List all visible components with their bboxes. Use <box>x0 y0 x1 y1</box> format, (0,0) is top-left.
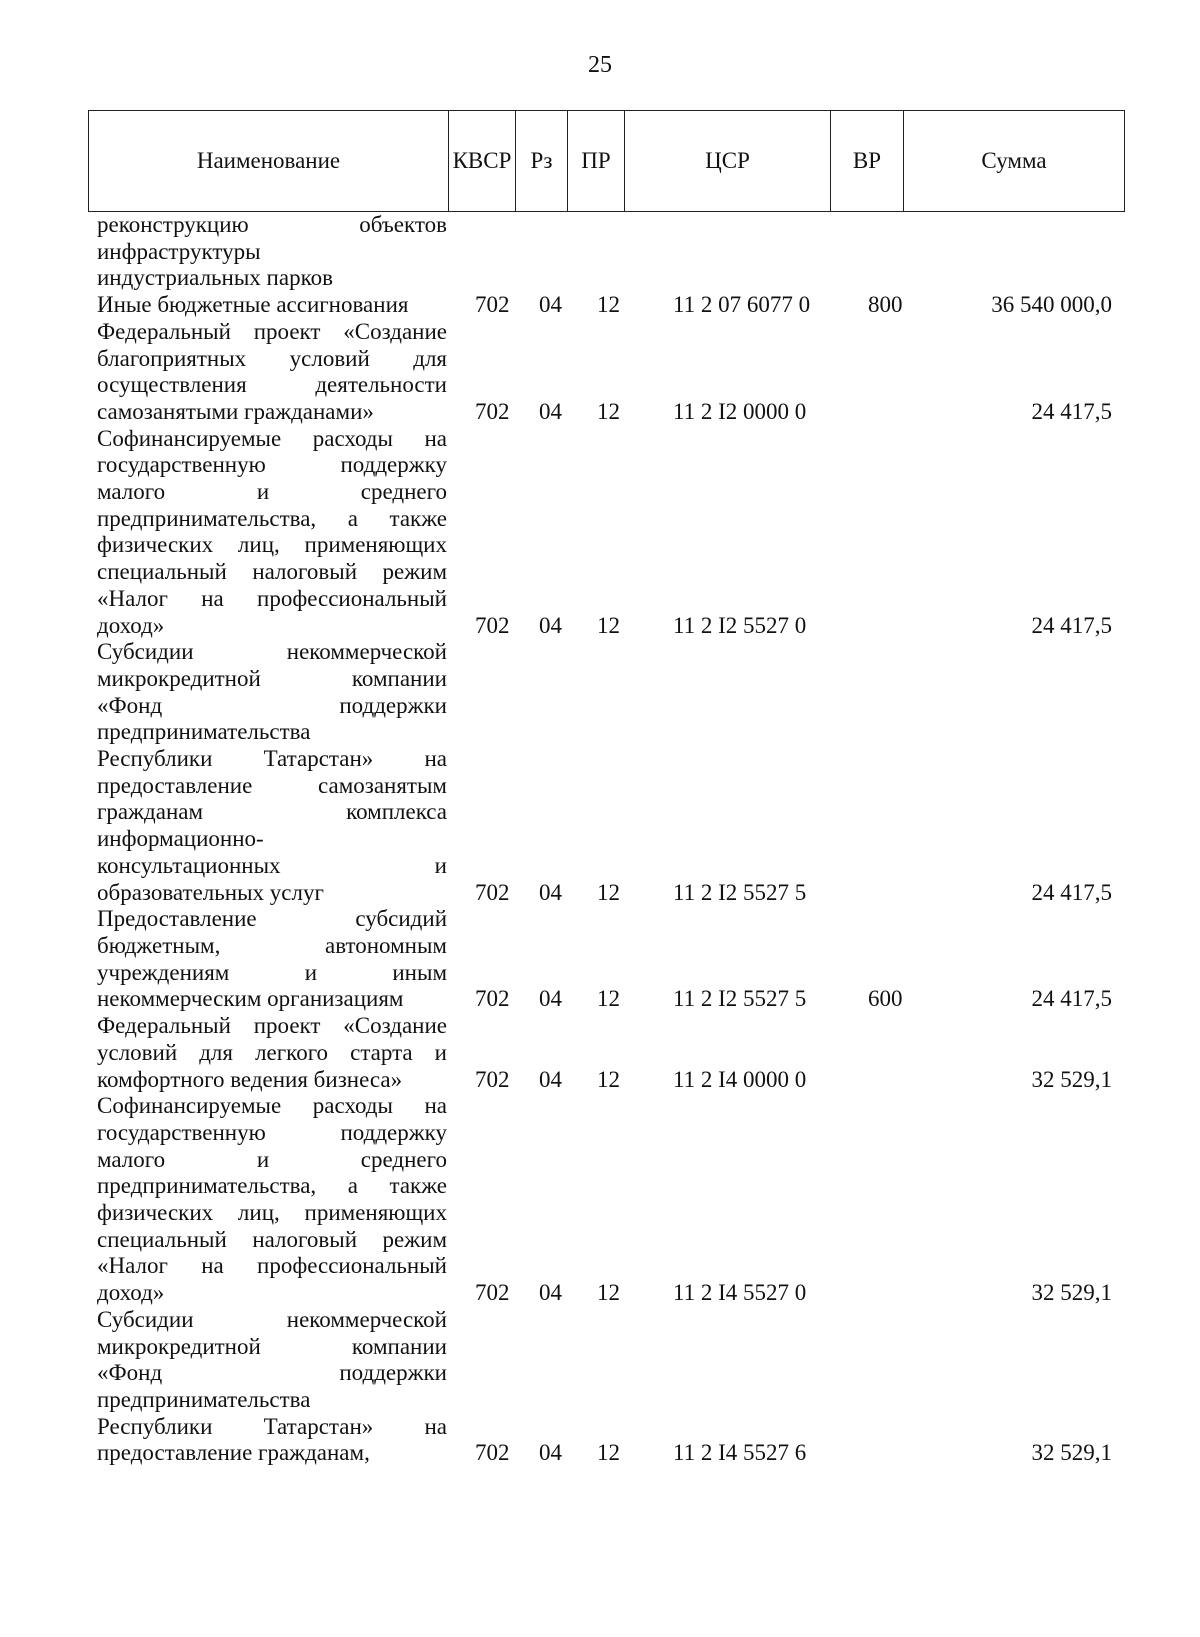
row-name-line: предоставление гражданам, <box>97 1440 370 1466</box>
row-name-line: инфраструктуры <box>97 238 261 264</box>
row-name-line: бюджетным, автономным <box>97 932 447 958</box>
row-sum: 36 540 000,0 <box>991 292 1112 318</box>
row-rz: 04 <box>539 1440 562 1466</box>
row-name-line: «Налог на профессиональный <box>97 585 447 611</box>
row-name-line: Республики Татарстан» на <box>97 1413 447 1439</box>
row-rz: 04 <box>539 292 562 318</box>
row-name-line: «Налог на профессиональный <box>97 1253 447 1279</box>
header-rz: Рз <box>516 111 568 212</box>
page-number: 25 <box>588 52 612 78</box>
table-header <box>88 110 1125 212</box>
row-pr: 12 <box>597 612 620 638</box>
row-pr: 12 <box>597 1066 620 1092</box>
row-name-line: малого и среднего <box>97 479 447 505</box>
row-name-line: Федеральный проект «Создание <box>97 1013 447 1039</box>
row-name-line: Софинансируемые расходы на <box>97 425 447 451</box>
row-name-line: некоммерческим организациям <box>97 986 404 1012</box>
row-name-line: индустриальных парков <box>97 265 333 291</box>
row-name <box>97 1307 447 1467</box>
row-kvsr: 702 <box>475 1066 510 1092</box>
row-name-line: «Фонд поддержки <box>97 1360 447 1386</box>
row-kvsr: 702 <box>475 612 510 638</box>
row-name-line: доход» <box>97 1280 165 1306</box>
table-row <box>0 1307 1200 1467</box>
row-name-line: физических лиц, применяющих <box>97 1200 447 1226</box>
row-rz: 04 <box>539 1280 562 1306</box>
header-sum: Сумма <box>904 111 1125 212</box>
table-row <box>0 319 1200 426</box>
row-sum: 32 529,1 <box>1031 1280 1112 1306</box>
row-name-line: государственную поддержку <box>97 1119 447 1145</box>
row-name-line: предпринимательства <box>97 1386 311 1412</box>
row-name-line: гражданам комплекса <box>97 799 447 825</box>
row-name-line: консультационных и <box>97 852 447 878</box>
header-vr: ВР <box>831 111 904 212</box>
row-csr: 11 2 I4 0000 0 <box>673 1066 807 1092</box>
row-sum: 32 529,1 <box>1031 1066 1112 1092</box>
row-name-line: информационно- <box>97 826 264 852</box>
row-kvsr: 702 <box>475 879 510 905</box>
row-pr: 12 <box>597 1280 620 1306</box>
row-name <box>97 292 447 319</box>
row-name-line: Предоставление субсидий <box>97 906 447 932</box>
row-vr: 800 <box>868 292 903 318</box>
row-name <box>97 639 447 906</box>
row-name-line: самозанятыми гражданами» <box>97 398 374 424</box>
row-name-line: Республики Татарстан» на <box>97 746 447 772</box>
row-name-line: «Фонд поддержки <box>97 692 447 718</box>
row-sum: 24 417,5 <box>1031 879 1112 905</box>
row-name-line: доход» <box>97 612 165 638</box>
header-pr: ПР <box>568 111 625 212</box>
table-row <box>0 1093 1200 1307</box>
row-name-line: предпринимательства, а также <box>97 1173 447 1199</box>
row-csr: 11 2 I2 5527 0 <box>673 612 807 638</box>
row-kvsr: 702 <box>475 292 510 318</box>
row-name-line: микрокредитной компании <box>97 1333 447 1359</box>
row-name-line: учреждениям и иным <box>97 959 447 985</box>
row-name-line: осуществления деятельности <box>97 372 447 398</box>
row-name-line: комфортного ведения бизнеса» <box>97 1066 403 1092</box>
row-name-line: физических лиц, применяющих <box>97 532 447 558</box>
row-pr: 12 <box>597 986 620 1012</box>
row-name <box>97 319 447 426</box>
row-rz: 04 <box>539 879 562 905</box>
row-name-line: Федеральный проект «Создание <box>97 318 447 344</box>
table-row <box>0 906 1200 1013</box>
row-pr: 12 <box>597 1440 620 1466</box>
row-name-line: специальный налоговый режим <box>97 1226 447 1252</box>
table-body <box>0 212 1200 1467</box>
row-name-line: Иные бюджетные ассигнования <box>97 292 409 318</box>
row-name-line: Субсидии некоммерческой <box>97 1306 447 1332</box>
row-name-line: малого и среднего <box>97 1146 447 1172</box>
row-name-line: предоставление самозанятым <box>97 772 447 798</box>
row-name <box>97 212 447 292</box>
row-rz: 04 <box>539 612 562 638</box>
row-rz: 04 <box>539 986 562 1012</box>
row-sum: 24 417,5 <box>1031 398 1112 424</box>
row-name-line: государственную поддержку <box>97 452 447 478</box>
table-row <box>0 1013 1200 1093</box>
row-name-line: благоприятных условий для <box>97 345 447 371</box>
row-name-line: предпринимательства <box>97 719 311 745</box>
row-name <box>97 906 447 1013</box>
row-name-line: микрокредитной компании <box>97 665 447 691</box>
row-name-line: реконструкцию объектов <box>97 212 447 237</box>
row-sum: 32 529,1 <box>1031 1440 1112 1466</box>
table-row <box>0 426 1200 640</box>
header-name: Наименование <box>89 111 449 212</box>
row-name <box>97 1093 447 1307</box>
row-rz: 04 <box>539 398 562 424</box>
row-kvsr: 702 <box>475 1280 510 1306</box>
table-row <box>0 292 1200 319</box>
row-rz: 04 <box>539 1066 562 1092</box>
row-name-line: образовательных услуг <box>97 879 324 905</box>
row-pr: 12 <box>597 398 620 424</box>
row-name-line: предпринимательства, а также <box>97 505 447 531</box>
row-kvsr: 702 <box>475 1440 510 1466</box>
row-name-line: Софинансируемые расходы на <box>97 1093 447 1119</box>
row-name-line: специальный налоговый режим <box>97 559 447 585</box>
row-name <box>97 426 447 640</box>
row-sum: 24 417,5 <box>1031 612 1112 638</box>
row-pr: 12 <box>597 292 620 318</box>
row-csr: 11 2 I2 5527 5 <box>673 986 807 1012</box>
row-csr: 11 2 I2 0000 0 <box>673 398 807 424</box>
header-csr: ЦСР <box>625 111 831 212</box>
row-vr: 600 <box>868 986 903 1012</box>
table-row <box>0 212 1200 292</box>
row-name <box>97 1013 447 1093</box>
row-csr: 11 2 07 6077 0 <box>673 292 811 318</box>
row-kvsr: 702 <box>475 398 510 424</box>
row-name-line: условий для легкого старта и <box>97 1039 447 1065</box>
row-name-line: Субсидии некоммерческой <box>97 639 447 665</box>
row-csr: 11 2 I2 5527 5 <box>673 879 807 905</box>
header-kvsr: КВСР <box>449 111 516 212</box>
row-pr: 12 <box>597 879 620 905</box>
row-csr: 11 2 I4 5527 0 <box>673 1280 807 1306</box>
row-sum: 24 417,5 <box>1031 986 1112 1012</box>
row-kvsr: 702 <box>475 986 510 1012</box>
row-csr: 11 2 I4 5527 6 <box>673 1440 807 1466</box>
table-row <box>0 639 1200 906</box>
